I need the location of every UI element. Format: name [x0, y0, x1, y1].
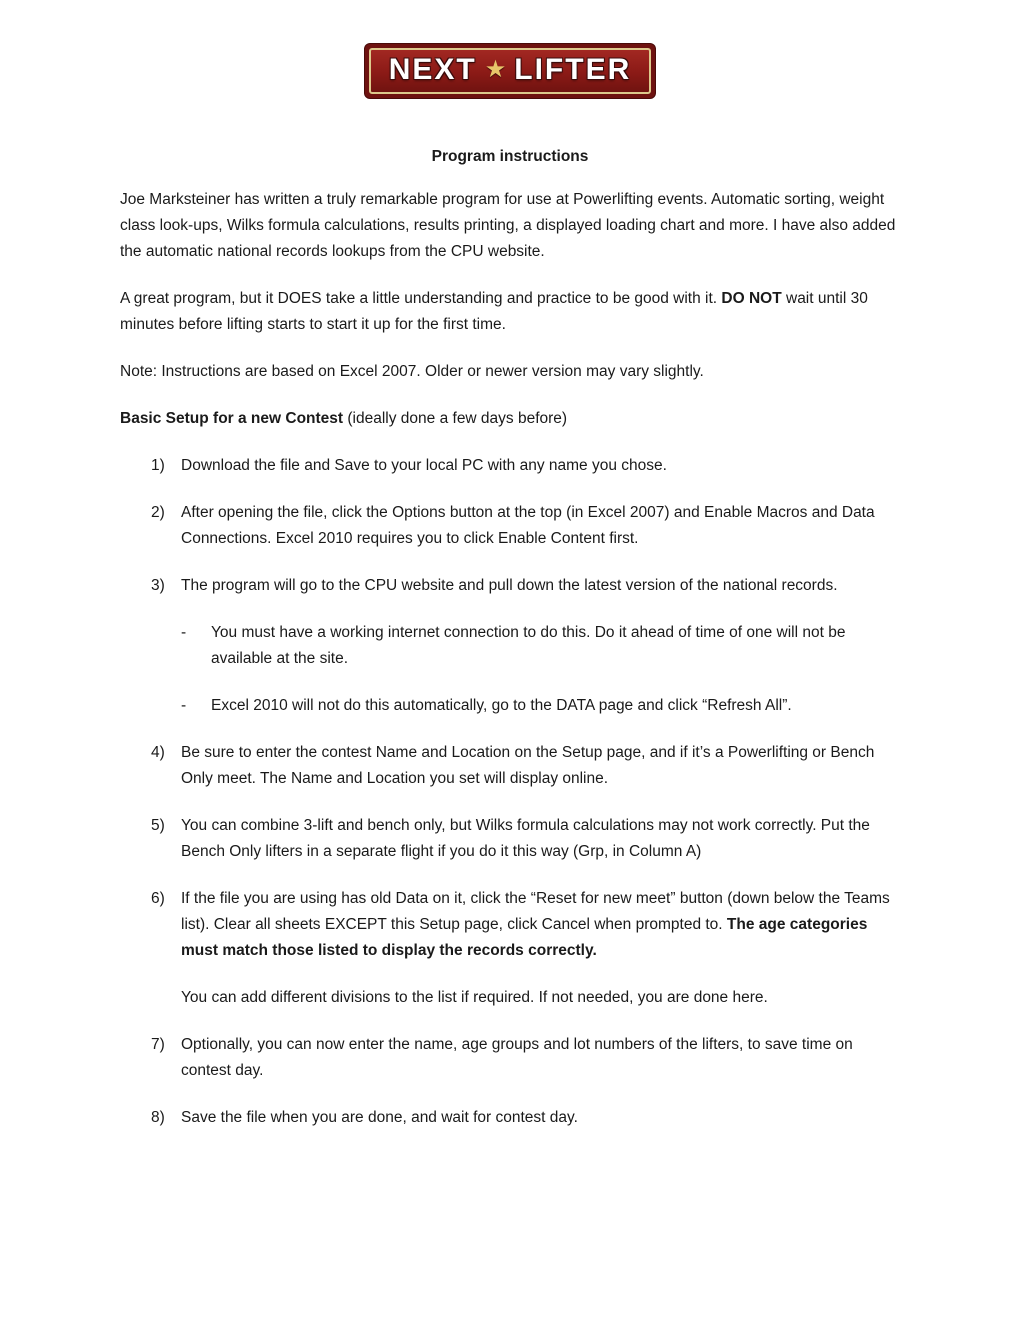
list-number: 5) [151, 817, 165, 834]
logo-text-lifter: LIFTER [514, 53, 632, 86]
setup-steps-list [120, 453, 900, 1131]
logo-text-next: NEXT [388, 53, 477, 86]
star-icon: ★ [484, 56, 507, 83]
list-text [181, 886, 900, 964]
list-number: 8) [151, 1109, 165, 1126]
list-item-6-text: If the file you are using has old Data on it, click the “Reset for new meet” button (down below the Teams list). Clear all sheets EXCEPT this Setup page, click Cancel when prompted to. [181, 890, 890, 933]
dash-bullet: - [181, 697, 187, 714]
list-text: You can combine 3-lift and bench only, but Wilks formula calculations may not work correctly. Put the Bench Only lifters in a separate flight if you do it this way (Grp, in Column A) [181, 817, 870, 860]
list-item-4 [120, 740, 900, 792]
list-text: Be sure to enter the contest Name and Location on the Setup page, and if it’s a Powerlifting or Bench Only meet. The Name and Location you set will display online. [181, 744, 875, 787]
paragraph-note: Note: Instructions are based on Excel 2007. Older or newer version may vary slightly. [120, 363, 704, 380]
sub-bullet-2 [120, 693, 900, 719]
list-text: After opening the file, click the Options button at the top (in Excel 2007) and Enable Macros and Data Connections. Excel 2010 requires you to click Enable Content first. [181, 504, 875, 547]
logo-inner-panel [369, 48, 652, 94]
list-number: 6) [151, 890, 165, 907]
sub-bullet-text: You must have a working internet connection to do this. Do it ahead of time of one will not be available at the site. [211, 624, 846, 667]
warning-text-bold: DO NOT [721, 290, 782, 307]
paragraph-intro: Joe Marksteiner has written a truly remarkable program for use at Powerlifting events. Automatic sorting, weight class look-ups, Wilks formula calculations, results printing, a displayed loading chart and more. I have also added the automatic national records lookups from the CPU website. [120, 191, 896, 260]
list-item-8 [120, 1105, 900, 1131]
list-number: 1) [151, 457, 165, 474]
list-item-6 [120, 886, 900, 964]
section-heading-bold: Basic Setup for a new Contest [120, 410, 344, 427]
sub-bullet-1 [120, 620, 900, 672]
list-text: Optionally, you can now enter the name, age groups and lot numbers of the lifters, to save time on contest day. [181, 1036, 853, 1079]
page-title: Program instructions [431, 148, 589, 165]
list-item-1 [120, 453, 900, 479]
dash-bullet: - [181, 624, 187, 641]
list-number: 7) [151, 1036, 165, 1053]
section-heading [120, 406, 900, 432]
list-item-3 [120, 573, 900, 599]
warning-text-start: A great program, but it DOES take a little understanding and practice to be good with it. [120, 290, 722, 307]
list-number: 3) [151, 577, 165, 594]
list-item-2 [120, 500, 900, 552]
sub-bullet-text: Excel 2010 will not do this automatically, go to the DATA page and click “Refresh All”. [211, 697, 792, 714]
logo-container [0, 0, 1020, 98]
list-number: 4) [151, 744, 165, 761]
section-heading-rest: (ideally done a few days before) [343, 410, 568, 427]
document-body [0, 148, 1020, 1131]
list-number: 2) [151, 504, 165, 521]
list-text: Save the file when you are done, and wait for contest day. [181, 1109, 578, 1126]
list-text: The program will go to the CPU website and pull down the latest version of the national records. [181, 577, 838, 594]
next-lifter-logo [365, 44, 656, 98]
list-text: Download the file and Save to your local PC with any name you chose. [181, 457, 667, 474]
warning-text-end: wait until 30 minutes before lifting starts to start it up for the first time. [120, 290, 868, 333]
list-item-7 [120, 1032, 900, 1084]
paragraph-warning [120, 286, 900, 338]
list-item-6-bold: The age categories must match those listed to display the records correctly. [181, 916, 868, 959]
list-item-6-continuation: You can add different divisions to the list if required. If not needed, you are done here. [181, 989, 768, 1006]
list-item-5 [120, 813, 900, 865]
